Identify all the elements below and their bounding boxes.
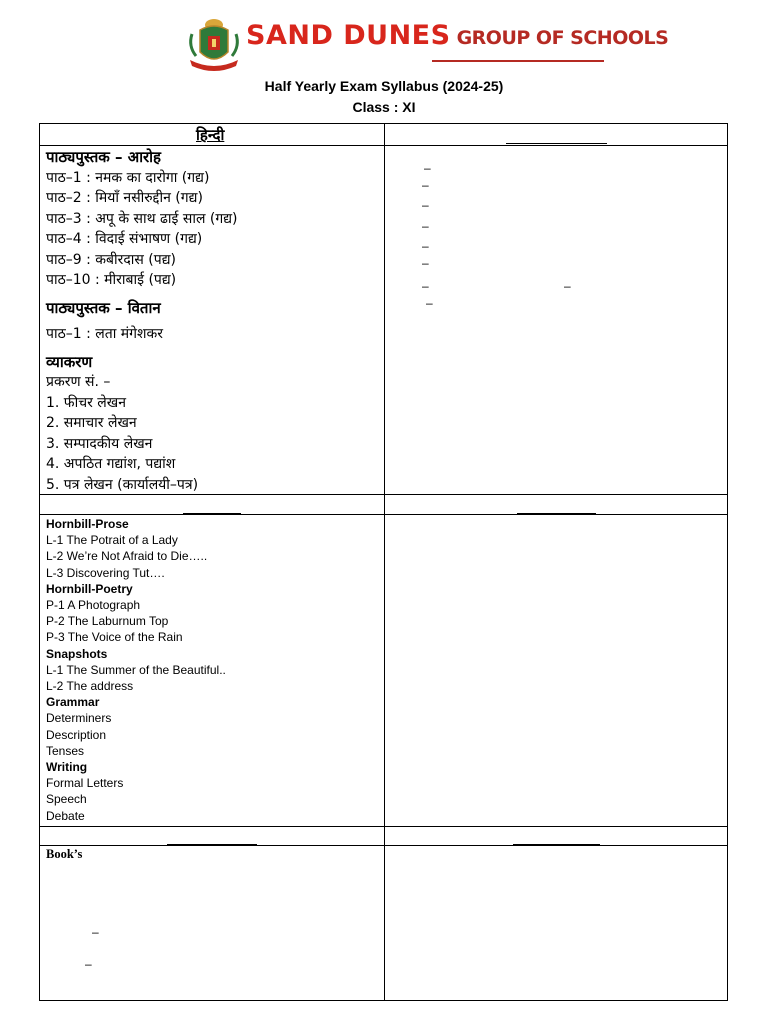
dash-mark: – [422, 178, 429, 192]
grammar-item: 4. अपठित गद्यांश, पद्यांश [46, 456, 176, 472]
lesson-item: पाठ–1 : लता मंगेशकर [46, 326, 164, 342]
english-line: Tenses [46, 743, 85, 758]
blank-heading-underline [517, 513, 596, 514]
dash-mark: – [422, 256, 429, 270]
dash-mark: – [422, 198, 429, 212]
grammar-subtitle: प्रकरण सं. – [46, 374, 111, 390]
english-line: Speech [46, 792, 87, 807]
lesson-item: पाठ–3 : अपू के साथ ढाई साल (गद्य) [46, 210, 238, 227]
syllabus-table [39, 123, 728, 1001]
english-line: Writing [46, 760, 88, 775]
page-header [0, 0, 768, 120]
brand-sub: GROUP OF SCHOOLS [456, 27, 669, 49]
english-line: P-2 The Laburnum Top [46, 614, 169, 629]
english-line: Debate [46, 808, 85, 823]
lesson-item: पाठ–4 : विदाई संभाषण (गद्य) [46, 231, 203, 247]
grammar-item: 3. सम्पादकीय लेखन [46, 435, 153, 452]
english-line: Hornbill-Prose [46, 517, 129, 531]
row-divider [40, 145, 727, 146]
hindi-heading-text: हिन्दी [196, 126, 225, 144]
grammar-item: 5. पत्र लेखन (कार्यालयी–पत्र) [46, 476, 199, 493]
lesson-item: पाठ–2 : मियाँ नसीरुद्दीन (गद्य) [46, 190, 203, 206]
english-line: L-2 We’re Not Afraid to Die….. [46, 549, 208, 564]
hindi-heading [196, 125, 224, 147]
english-line: L-3 Discovering Tut…. [46, 565, 165, 580]
dash-mark: – [424, 161, 431, 175]
class-label: Class : XI [352, 99, 416, 115]
english-line: Grammar [46, 695, 100, 710]
books-label: Book’s [46, 847, 83, 861]
dash-mark: – [422, 219, 429, 233]
hindi-syllabus [46, 147, 380, 495]
lesson-item: पाठ–9 : कबीरदास (पद्य) [46, 251, 177, 268]
english-syllabus [46, 516, 380, 824]
grammar-item: 1. फीचर लेखन [46, 394, 127, 411]
lesson-item: पाठ–1 : नमक का दारोगा (गद्य) [46, 169, 210, 186]
dash-mark: – [85, 957, 92, 971]
english-line: L-1 The Summer of the Beautiful.. [46, 662, 226, 677]
row-divider [40, 845, 727, 846]
english-line: Description [46, 727, 107, 742]
blank-heading-underline [183, 513, 241, 514]
english-line: Determiners [46, 711, 112, 726]
dash-mark: – [422, 239, 429, 253]
book2-title: पाठ्यपुस्तक – वितान [46, 298, 161, 317]
row-divider [40, 826, 727, 827]
english-line: Hornbill-Poetry [46, 581, 133, 596]
brand-name [246, 20, 668, 51]
row-divider [40, 514, 727, 515]
document-title: Half Yearly Exam Syllabus (2024-25) [264, 78, 504, 94]
blank-heading-underline [513, 844, 600, 845]
lesson-item: पाठ–10 : मीराबाई (पद्य) [46, 272, 177, 288]
dash-mark: – [92, 925, 99, 939]
english-line: Snapshots [46, 646, 108, 661]
dash-mark: – [564, 279, 571, 293]
english-line: P-1 A Photograph [46, 598, 141, 613]
english-line: L-2 The address [46, 679, 134, 694]
grammar-item: 2. समाचार लेखन [46, 415, 137, 431]
column-divider [384, 124, 385, 1000]
brand-main: SAND DUNES [246, 20, 451, 51]
english-line: P-3 The Voice of the Rain [46, 630, 183, 645]
school-crest-logo [186, 16, 242, 74]
dash-mark: – [426, 296, 433, 310]
dash-mark: – [422, 279, 429, 293]
book1-title: पाठ्यपुस्तक – आरोह [46, 148, 162, 166]
blank-heading-underline [506, 143, 607, 144]
english-line: Formal Letters [46, 776, 124, 791]
english-line: L-1 The Potrait of a Lady [46, 533, 178, 548]
brand-underline [432, 60, 604, 62]
grammar-title: व्याकरण [46, 352, 93, 371]
blank-heading-underline [167, 844, 257, 845]
